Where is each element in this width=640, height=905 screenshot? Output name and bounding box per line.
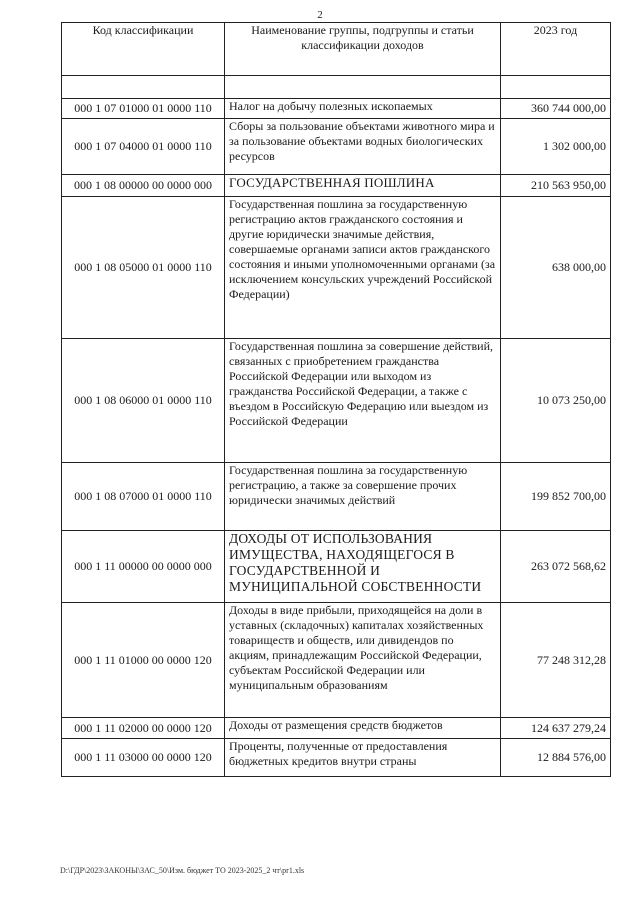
row-code: 000 1 08 07000 01 0000 110 xyxy=(62,463,225,531)
table-row xyxy=(62,339,611,463)
row-name: Доходы в виде прибыли, приходящейся на доли в уставных (складочных) капиталах хозяйственных товариществ и обществ, или дивидендов по акциям, принадлежащим Российской Федерации, субъектам Российской Федерации или муниципальным образованиям xyxy=(225,603,501,718)
row-amount: 263 072 568,62 xyxy=(501,531,611,603)
revenue-classification-table xyxy=(61,22,611,777)
table-row xyxy=(62,197,611,339)
row-amount: 12 884 576,00 xyxy=(501,739,611,777)
spacer-cell xyxy=(501,76,611,99)
row-name: ДОХОДЫ ОТ ИСПОЛЬЗОВАНИЯ ИМУЩЕСТВА, НАХОДЯЩЕГОСЯ В ГОСУДАРСТВЕННОЙ И МУНИЦИПАЛЬНОЙ СОБСТВЕННОСТИ xyxy=(225,531,501,603)
row-amount: 77 248 312,28 xyxy=(501,603,611,718)
row-code: 000 1 11 01000 00 0000 120 xyxy=(62,603,225,718)
row-amount: 199 852 700,00 xyxy=(501,463,611,531)
page-number: 2 xyxy=(317,9,323,21)
row-name: Проценты, полученные от предоставления бюджетных кредитов внутри страны xyxy=(225,739,501,777)
table-row xyxy=(62,175,611,197)
row-name: Налог на добычу полезных ископаемых xyxy=(225,99,501,119)
row-amount: 10 073 250,00 xyxy=(501,339,611,463)
row-code: 000 1 08 05000 01 0000 110 xyxy=(62,197,225,339)
table-row xyxy=(62,463,611,531)
spacer-cell xyxy=(225,76,501,99)
row-amount: 124 637 279,24 xyxy=(501,718,611,739)
spacer-cell xyxy=(62,76,225,99)
row-amount: 360 744 000,00 xyxy=(501,99,611,119)
row-name: Государственная пошлина за государственную регистрацию, а также за совершение прочих юридически значимых действий xyxy=(225,463,501,531)
header-name: Наименование группы, подгруппы и статьи классификации доходов xyxy=(225,23,501,76)
header-code: Код классификации xyxy=(62,23,225,76)
header-amount: 2023 год xyxy=(501,23,611,76)
table-row xyxy=(62,119,611,175)
row-amount: 210 563 950,00 xyxy=(501,175,611,197)
table-spacer-row xyxy=(62,76,611,99)
row-code: 000 1 08 06000 01 0000 110 xyxy=(62,339,225,463)
row-amount: 1 302 000,00 xyxy=(501,119,611,175)
table-row xyxy=(62,99,611,119)
row-code: 000 1 07 01000 01 0000 110 xyxy=(62,99,225,119)
table-row xyxy=(62,718,611,739)
row-name: ГОСУДАРСТВЕННАЯ ПОШЛИНА xyxy=(225,175,501,197)
row-code: 000 1 11 03000 00 0000 120 xyxy=(62,739,225,777)
table-row xyxy=(62,603,611,718)
row-name: Сборы за пользование объектами животного мира и за пользование объектами водных биологических ресурсов xyxy=(225,119,501,175)
row-name: Государственная пошлина за государственную регистрацию актов гражданского состояния и другие юридически значимые действия, совершаемые органами записи актов гражданского состояния и иными уполномоченными органами (за исключением консульских учреждений Российской Федерации) xyxy=(225,197,501,339)
row-code: 000 1 11 00000 00 0000 000 xyxy=(62,531,225,603)
row-code: 000 1 08 00000 00 0000 000 xyxy=(62,175,225,197)
row-name: Доходы от размещения средств бюджетов xyxy=(225,718,501,739)
row-amount: 638 000,00 xyxy=(501,197,611,339)
table-row xyxy=(62,739,611,777)
file-path-footer: D:\ГДР\2023\ЗАКОНЫ\ЗАС_50\Изм. бюджет ТО 2023-2025_2 чт\pr1.xls xyxy=(60,866,305,875)
row-code: 000 1 07 04000 01 0000 110 xyxy=(62,119,225,175)
table-row xyxy=(62,531,611,603)
table-header-row xyxy=(62,23,611,76)
row-name: Государственная пошлина за совершение действий, связанных с приобретением гражданства Российской Федерации или выходом из гражданства Российской Федерации, а также с въездом в Российскую Федерацию или выездом из Российской Федерации xyxy=(225,339,501,463)
row-code: 000 1 11 02000 00 0000 120 xyxy=(62,718,225,739)
